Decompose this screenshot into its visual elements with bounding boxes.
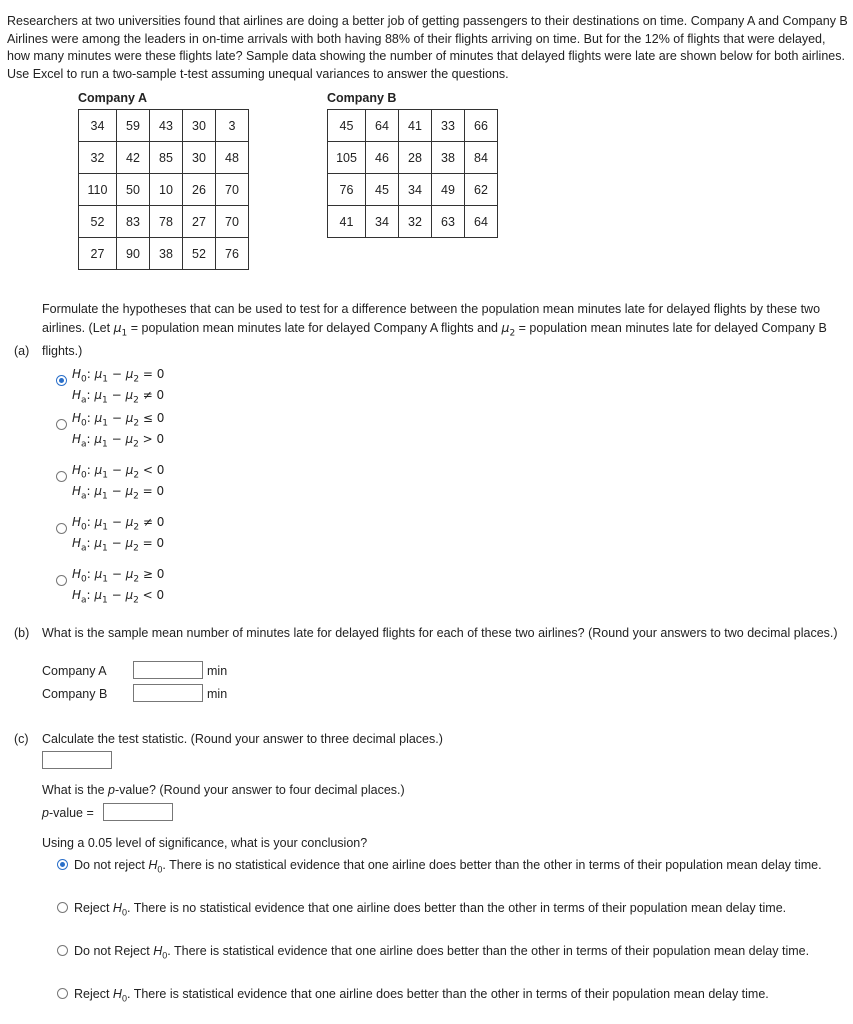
conclusion-option-1: Do not reject $H_0$. There is no statistical evidence that one airline does better than the other in terms of their population mean delay time. bbox=[74, 858, 822, 875]
table-cell: 62 bbox=[465, 174, 498, 206]
table-cell: 64 bbox=[366, 110, 399, 142]
table-cell: 76 bbox=[328, 174, 366, 206]
table-cell: 64 bbox=[465, 206, 498, 238]
company-b-unit: min bbox=[207, 687, 228, 701]
pvalue-label: p-value = bbox=[42, 806, 94, 820]
hypothesis-radio-4[interactable] bbox=[56, 523, 67, 534]
part-c-question bbox=[14, 731, 849, 749]
table-row bbox=[328, 142, 498, 174]
table-cell: 34 bbox=[79, 110, 117, 142]
problem-intro: Researchers at two universities found that airlines are doing a better job of getting passengers to their destinations on time. Company A and Company B Airlines were among the leaders in on-time arrivals with both having 88% of their flights arriving on time. But for the 12% of flights that were delayed, how many minutes were these flights late? Sample data showing the number of minutes that delayed flights were late are shown below for both airlines. Use Excel to run a two-sample t-test assuming unequal variances to answer the questions. bbox=[7, 14, 848, 81]
table-row bbox=[79, 238, 249, 270]
company-b-mean-label: Company B bbox=[42, 687, 108, 701]
company-b-title: Company B bbox=[327, 91, 397, 105]
table-cell: 52 bbox=[79, 206, 117, 238]
company-a-title: Company A bbox=[78, 91, 147, 105]
table-row bbox=[79, 110, 249, 142]
table-cell: 76 bbox=[216, 238, 249, 270]
table-cell: 50 bbox=[117, 174, 150, 206]
part-c-text: Calculate the test statistic. (Round your answer to three decimal places.) bbox=[42, 732, 443, 746]
part-a-label: (a) bbox=[14, 343, 30, 358]
table-cell: 42 bbox=[117, 142, 150, 174]
table-row bbox=[328, 110, 498, 142]
table-cell: 41 bbox=[399, 110, 432, 142]
table-row bbox=[328, 206, 498, 238]
table-cell: 66 bbox=[465, 110, 498, 142]
table-cell: 3 bbox=[216, 110, 249, 142]
table-cell: 46 bbox=[366, 142, 399, 174]
conclusion-radio-3[interactable] bbox=[57, 945, 68, 956]
table-row bbox=[328, 174, 498, 206]
table-row bbox=[79, 142, 249, 174]
table-cell: 59 bbox=[117, 110, 150, 142]
pvalue-question: What is the p-value? (Round your answer to four decimal places.) bbox=[42, 783, 405, 797]
table-cell: 78 bbox=[150, 206, 183, 238]
table-cell: 32 bbox=[399, 206, 432, 238]
company-b-mean-input[interactable] bbox=[133, 684, 203, 702]
table-cell: 27 bbox=[183, 206, 216, 238]
company-b-table bbox=[327, 109, 498, 238]
table-cell: 30 bbox=[183, 110, 216, 142]
conclusion-radio-2[interactable] bbox=[57, 902, 68, 913]
table-cell: 70 bbox=[216, 206, 249, 238]
hypothesis-radio-1[interactable] bbox=[56, 375, 67, 386]
table-cell: 83 bbox=[117, 206, 150, 238]
table-cell: 90 bbox=[117, 238, 150, 270]
table-cell: 34 bbox=[366, 206, 399, 238]
conclusion-option-2: Reject $H_0$. There is no statistical evidence that one airline does better than the other in terms of their population mean delay time. bbox=[74, 901, 787, 918]
hypothesis-option-3: $H_0$: $\mu_1 - \mu_2 < 0$ $H_a$: $\mu_1 - \mu_2 = 0$ bbox=[72, 463, 165, 502]
table-row bbox=[79, 206, 249, 238]
table-cell: 63 bbox=[432, 206, 465, 238]
pvalue-input[interactable] bbox=[103, 803, 173, 821]
table-cell: 85 bbox=[150, 142, 183, 174]
hypothesis-option-2: $H_0$: $\mu_1 - \mu_2 \le 0$ $H_a$: $\mu_1 - \mu_2 > 0$ bbox=[72, 411, 165, 450]
part-a-question: (a)Formulate the hypotheses that can be used to test for a difference between the population mean minutes late for delayed flights by these two airlines. (Let $\mu_1$ = population mean minutes late for delayed Company A flights and $\mu_2$ = population mean minutes late for delayed Company B flights.) bbox=[14, 301, 849, 360]
table-cell: 41 bbox=[328, 206, 366, 238]
table-cell: 110 bbox=[79, 174, 117, 206]
hypothesis-radio-3[interactable] bbox=[56, 471, 67, 482]
part-a-text-2: = population mean minutes late for delayed Company A flights and bbox=[130, 320, 498, 335]
company-a-mean-input[interactable] bbox=[133, 661, 203, 679]
table-cell: 105 bbox=[328, 142, 366, 174]
table-cell: 49 bbox=[432, 174, 465, 206]
table-cell: 70 bbox=[216, 174, 249, 206]
table-cell: 30 bbox=[183, 142, 216, 174]
table-cell: 45 bbox=[366, 174, 399, 206]
hypothesis-option-4: $H_0$: $\mu_1 - \mu_2 \ne 0$ $H_a$: $\mu_1 - \mu_2 = 0$ bbox=[72, 515, 165, 554]
test-statistic-input[interactable] bbox=[42, 751, 112, 769]
conclusion-radio-1[interactable] bbox=[57, 859, 68, 870]
conclusion-radio-4[interactable] bbox=[57, 988, 68, 999]
conclusion-option-3: Do not Reject $H_0$. There is statistical evidence that one airline does better than the other in terms of their population mean delay time. bbox=[74, 944, 810, 961]
part-a-text-3: = population mean minutes late for delayed Company B flights.) bbox=[42, 320, 827, 358]
company-a-unit: min bbox=[207, 664, 228, 678]
table-cell: 26 bbox=[183, 174, 216, 206]
table-cell: 27 bbox=[79, 238, 117, 270]
conclusion-option-4: Reject $H_0$. There is statistical evidence that one airline does better than the other in terms of their population mean delay time. bbox=[74, 987, 769, 1004]
table-cell: 38 bbox=[432, 142, 465, 174]
company-a-table bbox=[78, 109, 249, 270]
table-cell: 38 bbox=[150, 238, 183, 270]
hypothesis-radio-5[interactable] bbox=[56, 575, 67, 586]
table-cell: 33 bbox=[432, 110, 465, 142]
table-cell: 32 bbox=[79, 142, 117, 174]
hypothesis-option-5: $H_0$: $\mu_1 - \mu_2 \ge 0$ $H_a$: $\mu_1 - \mu_2 < 0$ bbox=[72, 567, 165, 606]
part-a-text-1: Formulate the hypotheses that can be used to test for a difference between the population mean minutes late for delayed flights by these two airlines. (Let bbox=[42, 302, 821, 335]
conclusion-question: Using a 0.05 level of significance, what is your conclusion? bbox=[42, 836, 368, 850]
table-cell: 28 bbox=[399, 142, 432, 174]
table-cell: 45 bbox=[328, 110, 366, 142]
table-cell: 43 bbox=[150, 110, 183, 142]
part-b-text: What is the sample mean number of minutes late for delayed flights for each of these two airlines? (Round your answers to two decimal places.) bbox=[42, 626, 838, 640]
part-c-label: (c) bbox=[14, 732, 29, 746]
hypothesis-radio-2[interactable] bbox=[56, 419, 67, 430]
part-b-label: (b) bbox=[14, 626, 30, 640]
hypothesis-option-1: $H_0$: $\mu_1 - \mu_2 = 0$ $H_a$: $\mu_1 - \mu_2 \ne 0$ bbox=[72, 367, 165, 406]
table-cell: 48 bbox=[216, 142, 249, 174]
table-cell: 10 bbox=[150, 174, 183, 206]
part-b-question bbox=[14, 625, 849, 643]
table-cell: 34 bbox=[399, 174, 432, 206]
table-cell: 52 bbox=[183, 238, 216, 270]
company-a-mean-label: Company A bbox=[42, 664, 107, 678]
table-cell: 84 bbox=[465, 142, 498, 174]
table-row bbox=[79, 174, 249, 206]
